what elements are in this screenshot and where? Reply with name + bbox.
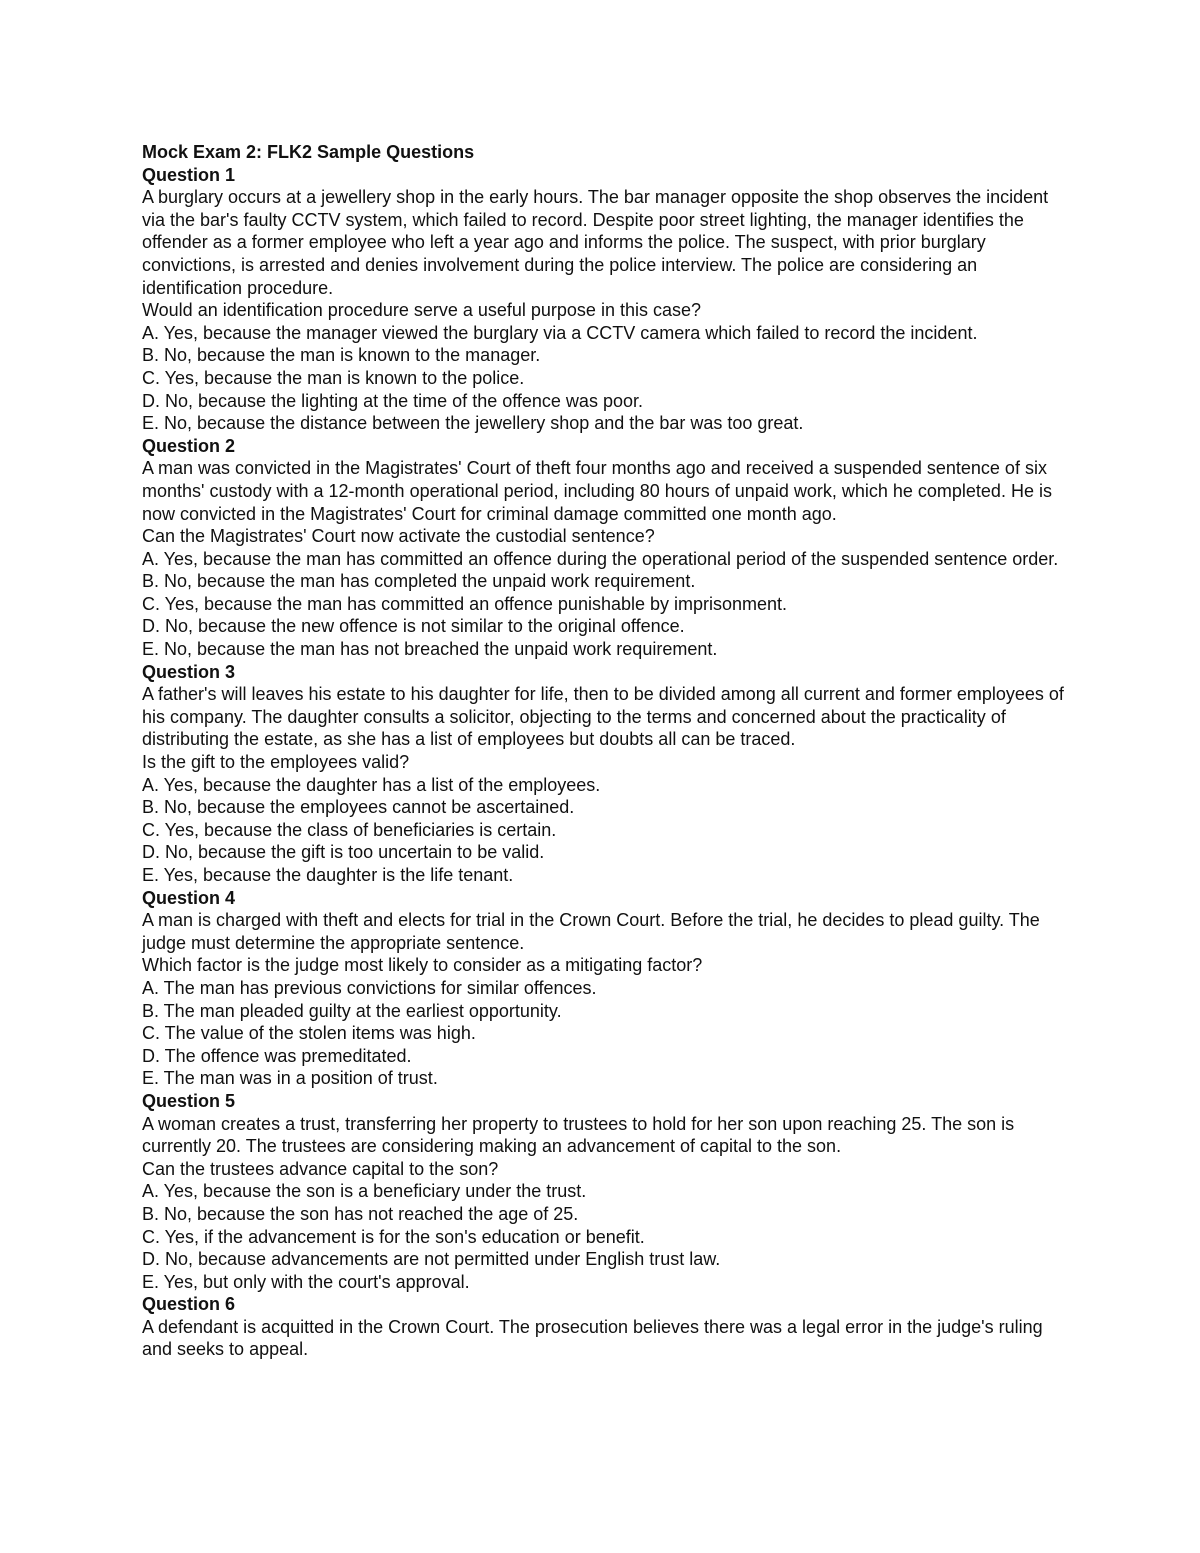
question-heading: Question 6: [142, 1294, 236, 1315]
question-scenario: A father's will leaves his estate to his daughter for life, then to be divided among all current and former employees of his company. The daughter consults a solicitor, objecting to the terms and concerned about the practicality of distributing the estate, as she has a list of employees but doubts all can be traced.: [142, 684, 1064, 750]
question-heading: Question 5: [142, 1090, 236, 1111]
question-prompt: Which factor is the judge most likely to consider as a mitigating factor?: [142, 955, 703, 976]
answer-option: C. Yes, because the man is known to the police.: [142, 367, 525, 388]
question-scenario: A burglary occurs at a jewellery shop in the early hours. The bar manager opposite the shop observes the incident via the bar's faulty CCTV system, which failed to record. Despite poor street lighting, the manager identifies the offender as a former employee who left a year ago and informs the police. The suspect, with prior burglary convictions, is arrested and denies involvement during the police interview. The police are considering an identification procedure.: [142, 187, 1049, 298]
answer-option: C. The value of the stolen items was high.: [142, 1023, 476, 1044]
question-heading: Question 3: [142, 661, 236, 682]
question-block: [142, 661, 1072, 887]
question-block: [142, 164, 1072, 435]
document-page: [142, 141, 1072, 1361]
document-title: Mock Exam 2: FLK2 Sample Questions: [142, 142, 475, 162]
question-heading: Question 4: [142, 887, 236, 908]
answer-option: D. No, because the new offence is not similar to the original offence.: [142, 616, 685, 637]
answer-option: A. Yes, because the daughter has a list of the employees.: [142, 774, 601, 795]
answer-option: A. Yes, because the manager viewed the burglary via a CCTV camera which failed to record the incident.: [142, 322, 978, 343]
question-heading: Question 2: [142, 435, 236, 456]
answer-option: B. The man pleaded guilty at the earliest opportunity.: [142, 1000, 562, 1021]
answer-option: A. The man has previous convictions for similar offences.: [142, 977, 597, 998]
answer-option: C. Yes, if the advancement is for the son's education or benefit.: [142, 1226, 645, 1247]
answer-option: E. Yes, because the daughter is the life tenant.: [142, 865, 514, 885]
answer-option: B. No, because the son has not reached the age of 25.: [142, 1203, 579, 1224]
answer-option: E. No, because the man has not breached the unpaid work requirement.: [142, 639, 718, 660]
question-block: [142, 1090, 1072, 1293]
question-block: [142, 435, 1072, 661]
question-scenario: A defendant is acquitted in the Crown Court. The prosecution believes there was a legal error in the judge's ruling and seeks to appeal.: [142, 1316, 1043, 1360]
answer-option: E. No, because the distance between the jewellery shop and the bar was too great.: [142, 413, 804, 434]
question-prompt: Can the trustees advance capital to the son?: [142, 1158, 499, 1179]
question-prompt: Can the Magistrates' Court now activate the custodial sentence?: [142, 526, 655, 547]
answer-option: E. The man was in a position of trust.: [142, 1068, 438, 1089]
answer-option: A. Yes, because the man has committed an offence during the operational period of the suspended sentence order.: [142, 548, 1059, 569]
answer-option: C. Yes, because the man has committed an offence punishable by imprisonment.: [142, 593, 788, 614]
answer-option: B. No, because the man has completed the unpaid work requirement.: [142, 571, 696, 592]
question-block: [142, 887, 1072, 1090]
question-block: [142, 1293, 1072, 1361]
answer-option: D. No, because advancements are not permitted under English trust law.: [142, 1249, 721, 1270]
question-list: [142, 164, 1072, 1361]
answer-option: A. Yes, because the son is a beneficiary under the trust.: [142, 1181, 587, 1202]
answer-option: D. No, because the lighting at the time of the offence was poor.: [142, 390, 643, 411]
answer-option: B. No, because the man is known to the manager.: [142, 345, 541, 366]
answer-option: D. No, because the gift is too uncertain to be valid.: [142, 842, 545, 863]
question-scenario: A man is charged with theft and elects for trial in the Crown Court. Before the trial, he decides to plead guilty. The judge must determine the appropriate sentence.: [142, 910, 1040, 953]
answer-option: E. Yes, but only with the court's approval.: [142, 1271, 470, 1292]
answer-option: C. Yes, because the class of beneficiaries is certain.: [142, 819, 557, 840]
answer-option: D. The offence was premeditated.: [142, 1045, 412, 1066]
question-heading: Question 1: [142, 164, 236, 185]
question-scenario: A woman creates a trust, transferring her property to trustees to hold for her son upon reaching 25. The son is currently 20. The trustees are considering making an advancement of capital to the son.: [142, 1113, 1015, 1157]
answer-option: B. No, because the employees cannot be ascertained.: [142, 797, 575, 818]
question-prompt: Would an identification procedure serve a useful purpose in this case?: [142, 300, 702, 321]
question-prompt: Is the gift to the employees valid?: [142, 752, 410, 773]
question-scenario: A man was convicted in the Magistrates' Court of theft four months ago and received a suspended sentence of six months' custody with a 12-month operational period, including 80 hours of unpaid work, which he completed. He is now convicted in the Magistrates' Court for criminal damage committed one month ago.: [142, 458, 1052, 524]
